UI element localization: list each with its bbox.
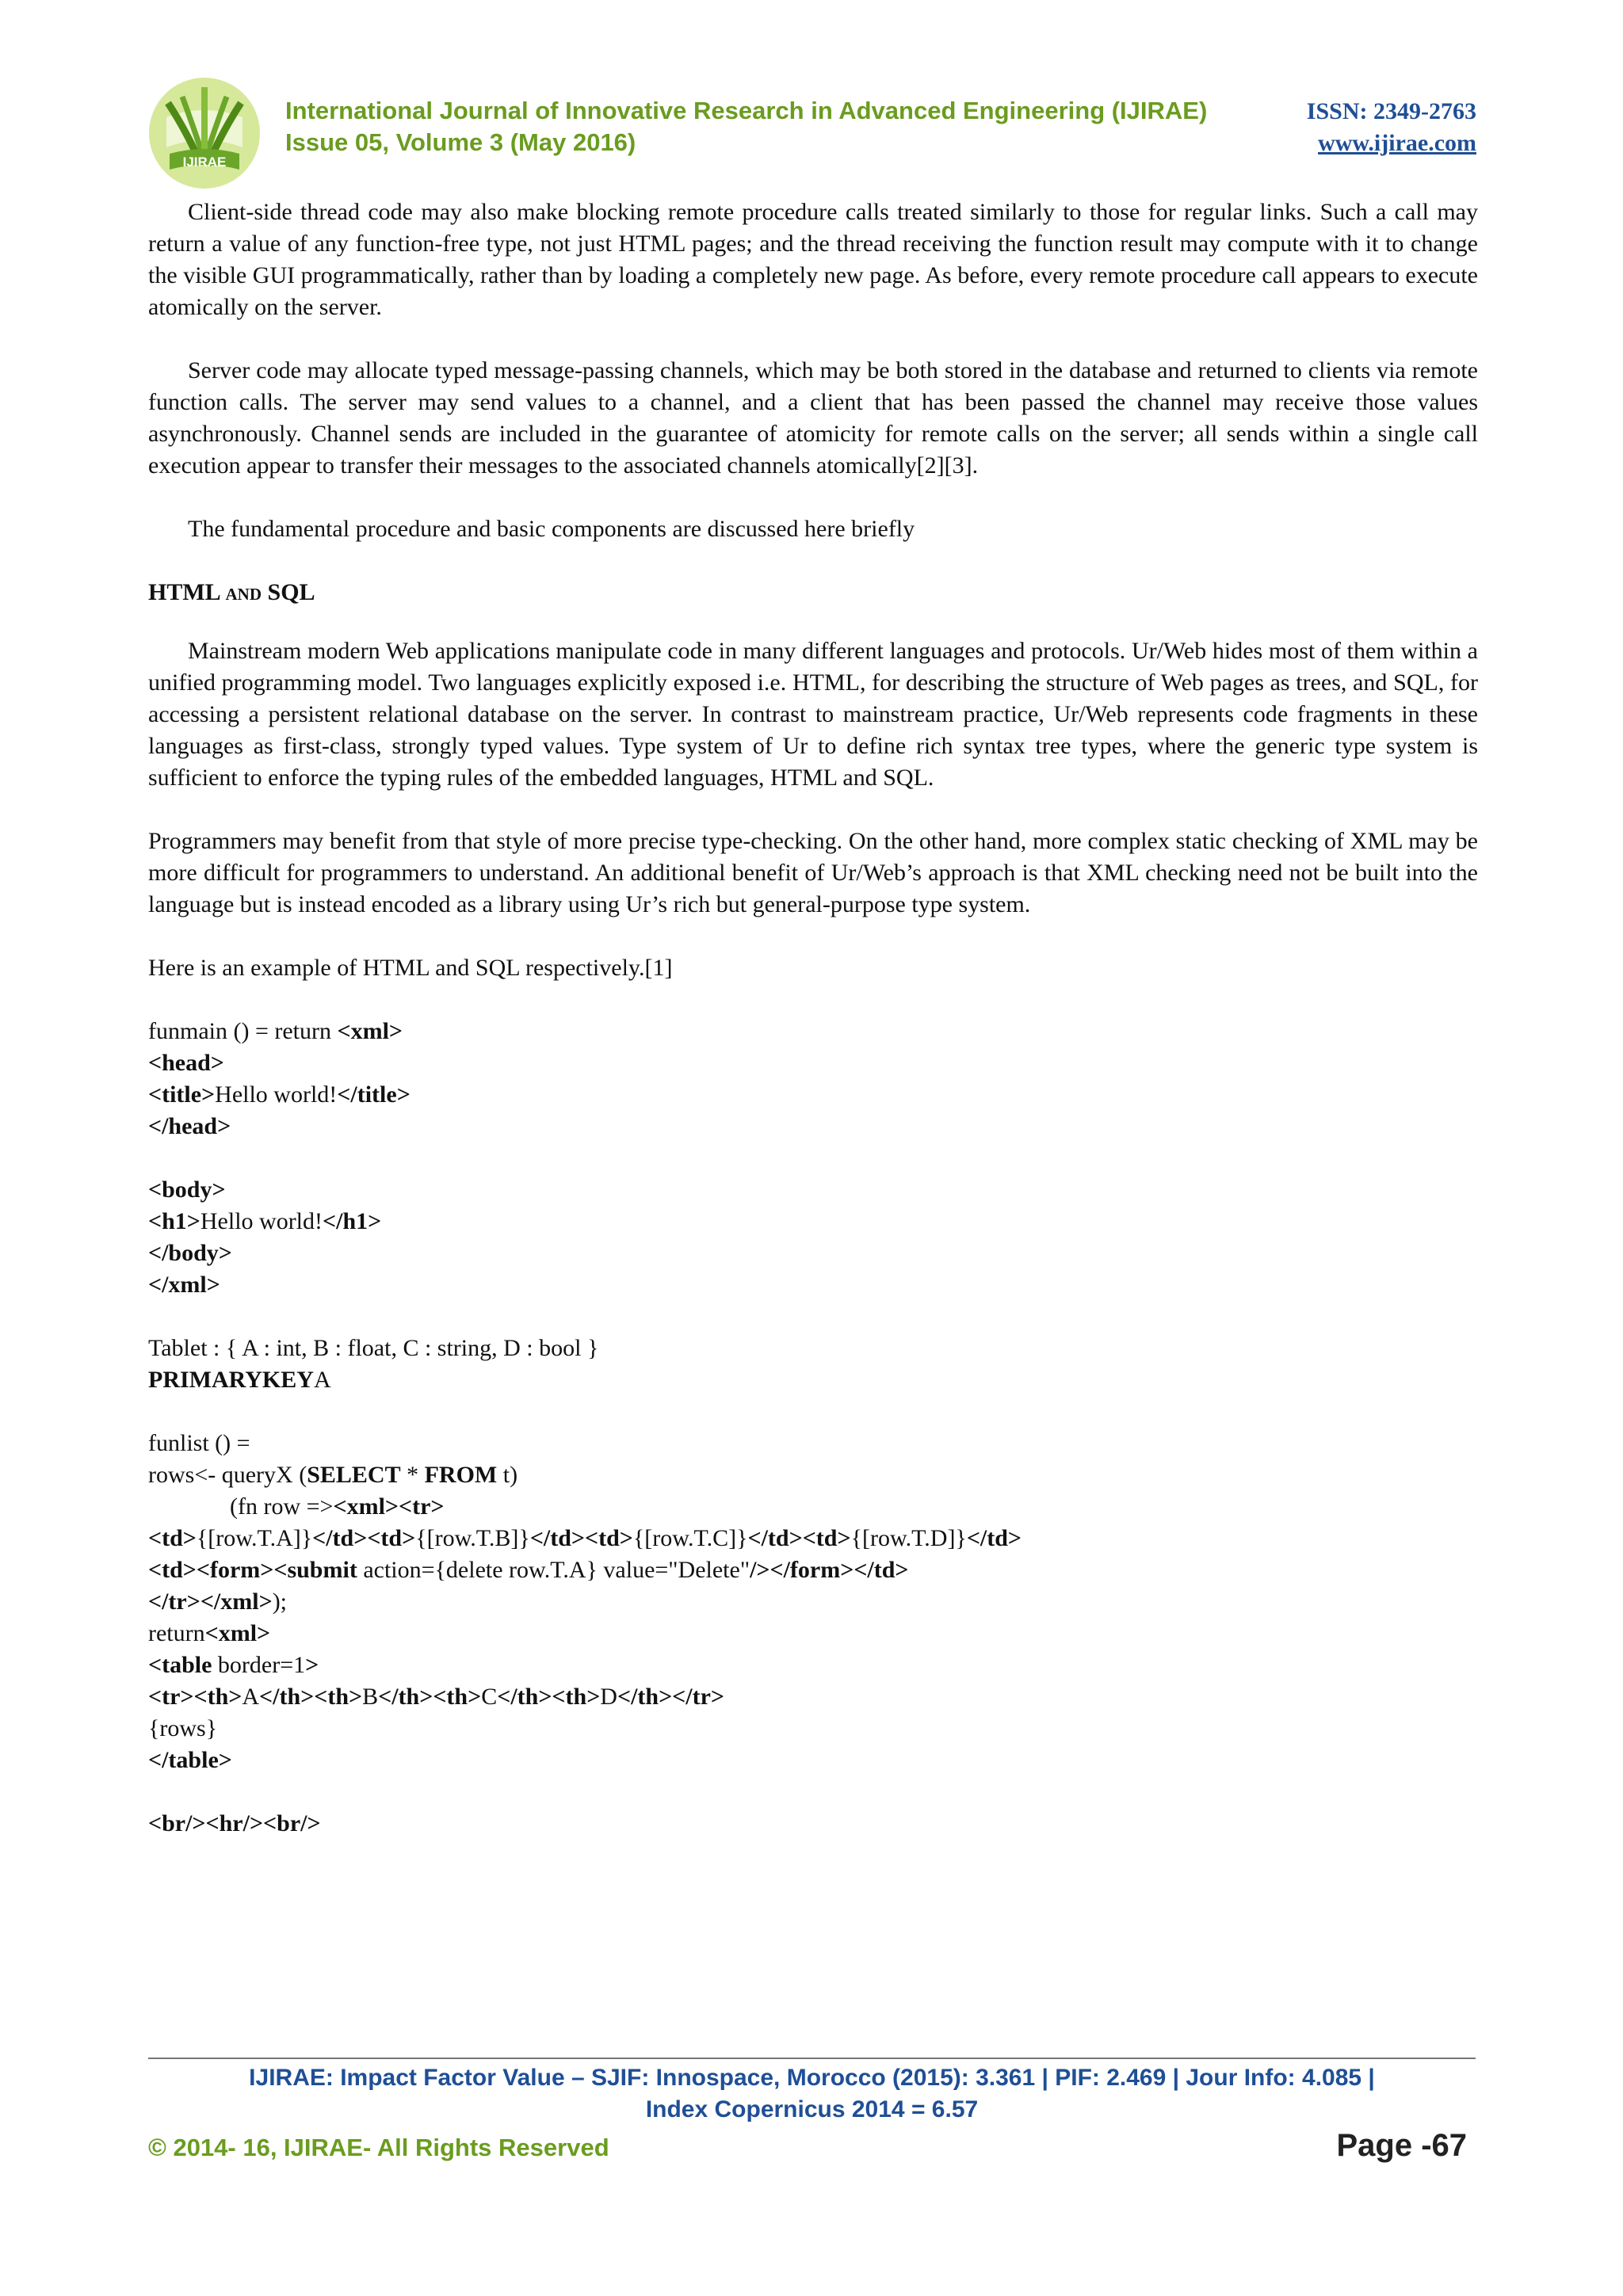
issn: ISSN: 2349-2763 <box>1306 98 1476 124</box>
code-line: Tablet : { A : int, B : float, C : string, D : bool } <box>148 1335 599 1361</box>
index-copernicus-line: Index Copernicus 2014 = 6.57 <box>645 2096 979 2122</box>
code-line: <td><form><submit action={delete row.T.A} value="Delete"/></form></td> <box>148 1557 909 1583</box>
code-line: <tr><th>A</th><th>B</th><th>C</th><th>D</th></tr> <box>148 1684 724 1710</box>
code-line: <td>{[row.T.A]}</td><td>{[row.T.B]}</td><td>{[row.T.C]}</td><td>{[row.T.D]}</td> <box>148 1525 1022 1551</box>
paragraph-example: Here is an example of HTML and SQL respectively.[1] <box>148 955 673 981</box>
code-listing <box>148 1016 1478 1840</box>
paper-body <box>148 196 1478 1840</box>
code-line: <br/><hr/><br/> <box>148 1810 321 1836</box>
code-line: return<xml> <box>148 1620 271 1646</box>
code-line: <title>Hello world!</title> <box>148 1081 411 1108</box>
journal-title: International Journal of Innovative Research in Advanced Engineering (IJIRAE) <box>285 97 1208 124</box>
ijirae-logo <box>143 71 277 190</box>
code-line: <table border=1> <box>148 1652 319 1678</box>
issue-info: Issue 05, Volume 3 (May 2016) <box>285 128 636 156</box>
code-line: </head> <box>148 1113 231 1139</box>
paragraph-type-checking: Programmers may benefit from that style of more precise type-checking. On the other hand, more complex static checking of XML may be more difficult for programmers to understand. An additional benefit of Ur/Web’s approach is that XML checking need not be built into the language but is instead encoded as a library using Ur’s rich but general-purpose type system. <box>148 828 1478 917</box>
code-line: {rows} <box>148 1715 218 1741</box>
paragraph-html-sql: Mainstream modern Web applications manipulate code in many different languages and protocols. Ur/Web hides most of them within a unified programming model. Two languages explicitly exposed i.e. HTML, for describing the structure of Web pages as trees, and SQL, for accessing a persistent relational database on the server. In contrast to mainstream practice, Ur/Web represents code fragments in these languages as first-class, strongly typed values. Type system of Ur to define rich syntax tree types, where the generic type system is sufficient to enforce the typing rules of the embedded languages, HTML and SQL. <box>148 638 1478 791</box>
code-line: </tr></xml>); <box>148 1589 288 1615</box>
paragraph-intro: The fundamental procedure and basic components are discussed here briefly <box>188 516 915 542</box>
copyright: © 2014- 16, IJIRAE- All Rights Reserved <box>148 2134 609 2161</box>
code-line: <body> <box>148 1177 226 1203</box>
svg-text:IJIRAE: IJIRAE <box>182 154 227 170</box>
code-line: PRIMARYKEYA <box>148 1367 331 1393</box>
footer-divider <box>148 2058 1476 2059</box>
code-line: </table> <box>148 1747 232 1773</box>
code-line: rows<- queryX (SELECT * FROM t) <box>148 1462 518 1488</box>
code-line: <h1>Hello world!</h1> <box>148 1208 382 1234</box>
paragraph-channels: Server code may allocate typed message-passing channels, which may be both stored in the database and returned to clients via remote function calls. The server may send values to a channel, and a client that has been passed the channel may receive those values asynchronously. Channel sends are included in the guarantee of atomicity for remote calls on the server; all sends within a single call execution appear to transfer their messages to the associated channels atomically[2][3]. <box>148 357 1478 479</box>
page-number: Page -67 <box>1336 2128 1467 2163</box>
code-line: </xml> <box>148 1272 220 1298</box>
section-heading: HTML AND SQL <box>148 579 315 605</box>
code-line: (fn row =><xml><tr> <box>230 1493 445 1520</box>
paragraph-rpc: Client-side thread code may also make blocking remote procedure calls treated similarly to those for regular links. Such a call may return a value of any function-free type, not just HTML pages; and the thread receiving the function result may compute with it to change the visible GUI programmatically, rather than by loading a completely new page. As before, every remote procedure call appears to execute atomically on the server. <box>148 199 1478 320</box>
code-line: funmain () = return <xml> <box>148 1018 403 1044</box>
website-link[interactable]: www.ijirae.com <box>1318 130 1476 156</box>
code-line: </body> <box>148 1240 232 1266</box>
code-line: <head> <box>148 1050 224 1076</box>
page-header <box>143 71 1482 182</box>
code-line: funlist () = <box>148 1430 250 1456</box>
impact-factor-line: IJIRAE: Impact Factor Value – SJIF: Innospace, Morocco (2015): 3.361 | PIF: 2.469 | Jour Info: 4.085 | <box>249 2065 1375 2091</box>
